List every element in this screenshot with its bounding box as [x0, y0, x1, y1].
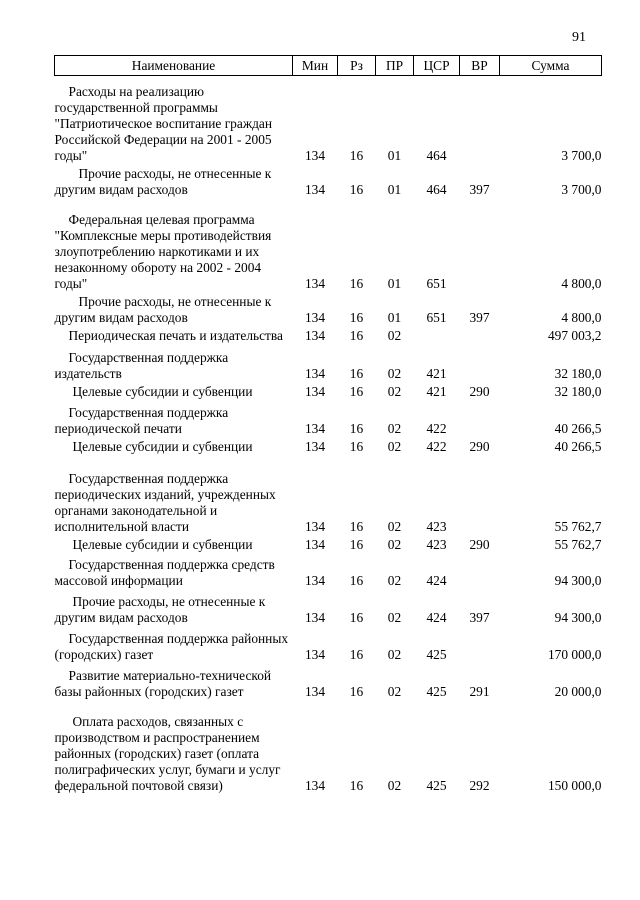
row-vr — [460, 400, 500, 437]
row-name-cell — [55, 76, 293, 165]
row-csr: 423 — [426, 519, 447, 534]
row-csr: 464 — [426, 148, 447, 163]
table-row — [55, 700, 602, 794]
row-pr: 02 — [387, 384, 402, 399]
row-csr: 425 — [426, 684, 447, 699]
header-pr: ПР — [376, 56, 414, 76]
row-vr: 292 — [469, 778, 490, 793]
row-rz: 16 — [349, 573, 364, 588]
row-name-cell — [55, 700, 293, 794]
row-rz: 16 — [349, 182, 364, 197]
row-min: 134 — [304, 182, 326, 197]
row-csr: 425 — [426, 647, 447, 662]
row-name: Федеральная целевая программа "Комплексные меры противодействия злоупотреблению наркотиками и их незаконному обороту на 2002 - 2004 годы" — [54, 212, 272, 291]
row-rz: 16 — [349, 778, 364, 793]
row-sum: 32 180,0 — [554, 384, 602, 399]
row-vr: 397 — [469, 310, 490, 325]
row-rz: 16 — [349, 148, 364, 163]
row-sum: 55 762,7 — [554, 537, 602, 552]
row-min: 134 — [304, 537, 326, 552]
row-name-cell — [55, 292, 293, 326]
row-name: Целевые субсидии и субвенции — [72, 439, 253, 454]
row-sum: 4 800,0 — [561, 276, 602, 291]
row-rz: 16 — [349, 421, 364, 436]
row-rz: 16 — [349, 537, 364, 552]
row-name-cell — [55, 326, 293, 344]
row-rz: 16 — [349, 439, 364, 454]
row-pr: 02 — [387, 778, 402, 793]
row-pr: 01 — [387, 182, 402, 197]
row-rz: 16 — [349, 276, 364, 291]
row-pr: 02 — [387, 573, 402, 588]
row-pr: 02 — [387, 610, 402, 625]
row-pr: 02 — [387, 684, 402, 699]
row-name: Оплата расходов, связанных с производством и распространением районных (городских) газет (оплата полиграфических услуг, бумаги и услуг федеральной почтовой связи) — [54, 714, 281, 793]
row-name: Прочие расходы, не отнесенные к другим видам расходов — [54, 166, 272, 197]
row-min: 134 — [304, 610, 326, 625]
table-row — [55, 76, 602, 165]
row-vr — [460, 326, 500, 344]
row-name-cell — [55, 164, 293, 198]
header-sum: Сумма — [500, 56, 602, 76]
header-name: Наименование — [55, 56, 293, 76]
row-vr: 290 — [469, 439, 490, 454]
row-vr — [460, 198, 500, 292]
row-vr: 397 — [469, 182, 490, 197]
row-rz: 16 — [349, 384, 364, 399]
table-header-row — [55, 56, 602, 76]
table-row — [55, 326, 602, 344]
row-vr — [460, 76, 500, 165]
row-sum: 55 762,7 — [554, 519, 602, 534]
row-name: Периодическая печать и издательства — [68, 328, 283, 343]
budget-table — [54, 55, 602, 794]
header-min: Мин — [293, 56, 338, 76]
table-row — [55, 455, 602, 535]
row-pr: 02 — [387, 519, 402, 534]
page-number: 91 — [572, 30, 586, 45]
row-name-cell — [55, 400, 293, 437]
row-sum: 170 000,0 — [547, 647, 602, 662]
row-name: Прочие расходы, не отнесенные к другим видам расходов — [54, 294, 272, 325]
row-name: Государственная поддержка издательств — [54, 350, 229, 381]
header-rz: Рз — [338, 56, 376, 76]
row-min: 134 — [304, 384, 326, 399]
row-rz: 16 — [349, 519, 364, 534]
row-rz: 16 — [349, 328, 364, 343]
row-name: Прочие расходы, не отнесенные к другим видам расходов — [54, 594, 266, 625]
row-name-cell — [55, 344, 293, 382]
row-vr: 290 — [469, 384, 490, 399]
row-pr: 01 — [387, 310, 402, 325]
row-vr — [460, 455, 500, 535]
row-csr — [414, 326, 460, 344]
row-name-cell — [55, 663, 293, 700]
row-sum: 94 300,0 — [554, 610, 602, 625]
row-name: Государственная поддержка средств массовой информации — [54, 557, 275, 588]
row-vr: 397 — [469, 610, 490, 625]
row-min: 134 — [304, 647, 326, 662]
row-min: 134 — [304, 421, 326, 436]
row-pr: 02 — [387, 366, 402, 381]
row-sum: 497 003,2 — [547, 328, 602, 343]
row-min: 134 — [304, 276, 326, 291]
row-name-cell — [55, 535, 293, 553]
row-csr: 464 — [426, 182, 447, 197]
row-sum: 40 266,5 — [554, 421, 602, 436]
row-name-cell — [55, 626, 293, 663]
row-csr: 421 — [426, 384, 447, 399]
row-csr: 651 — [426, 310, 447, 325]
row-name-cell — [55, 455, 293, 535]
row-name: Целевые субсидии и субвенции — [72, 384, 253, 399]
row-name: Государственная поддержка периодических изданий, учрежденных органами законодательной и исполнительной власти — [54, 471, 276, 534]
row-pr: 02 — [387, 537, 402, 552]
row-csr: 423 — [426, 537, 447, 552]
row-pr: 02 — [387, 328, 402, 343]
row-name-cell — [55, 589, 293, 626]
row-min: 134 — [304, 310, 326, 325]
row-name: Государственная поддержка районных (городских) газет — [54, 631, 289, 662]
table-row — [55, 589, 602, 626]
row-vr — [460, 553, 500, 589]
row-pr: 02 — [387, 647, 402, 662]
row-vr — [460, 626, 500, 663]
row-min: 134 — [304, 148, 326, 163]
row-vr — [460, 344, 500, 382]
row-sum: 20 000,0 — [554, 684, 602, 699]
row-min: 134 — [304, 328, 326, 343]
row-sum: 150 000,0 — [547, 778, 602, 793]
row-csr: 651 — [426, 276, 447, 291]
row-name: Развитие материально-технической базы районных (городских) газет — [54, 668, 272, 699]
table-row — [55, 344, 602, 382]
row-sum: 32 180,0 — [554, 366, 602, 381]
row-csr: 425 — [426, 778, 447, 793]
row-sum: 3 700,0 — [561, 148, 602, 163]
row-min: 134 — [304, 439, 326, 454]
row-pr: 01 — [387, 148, 402, 163]
row-pr: 02 — [387, 439, 402, 454]
row-pr: 01 — [387, 276, 402, 291]
row-rz: 16 — [349, 310, 364, 325]
row-min: 134 — [304, 778, 326, 793]
row-name: Целевые субсидии и субвенции — [72, 537, 253, 552]
table-row — [55, 400, 602, 437]
table-row — [55, 292, 602, 326]
row-csr: 422 — [426, 421, 447, 436]
row-csr: 421 — [426, 366, 447, 381]
table-row — [55, 382, 602, 400]
row-sum: 4 800,0 — [561, 310, 602, 325]
row-sum: 3 700,0 — [561, 182, 602, 197]
row-csr: 424 — [426, 610, 447, 625]
table-body — [55, 76, 602, 795]
row-csr: 422 — [426, 439, 447, 454]
table-row — [55, 198, 602, 292]
row-vr: 290 — [469, 537, 490, 552]
row-name: Государственная поддержка периодической печати — [54, 405, 229, 436]
row-rz: 16 — [349, 647, 364, 662]
table-row — [55, 626, 602, 663]
row-min: 134 — [304, 366, 326, 381]
row-sum: 94 300,0 — [554, 573, 602, 588]
table-row — [55, 164, 602, 198]
header-vr: ВР — [460, 56, 500, 76]
table-row — [55, 535, 602, 553]
row-name: Расходы на реализацию государственной программы "Патриотическое воспитание граждан Российской Федерации на 2001 - 2005 годы" — [54, 84, 272, 163]
row-pr: 02 — [387, 421, 402, 436]
row-rz: 16 — [349, 684, 364, 699]
row-name-cell — [55, 437, 293, 455]
row-min: 134 — [304, 519, 326, 534]
row-vr: 291 — [469, 684, 490, 699]
header-csr: ЦСР — [414, 56, 460, 76]
row-name-cell — [55, 198, 293, 292]
row-name-cell — [55, 382, 293, 400]
row-csr: 424 — [426, 573, 447, 588]
row-rz: 16 — [349, 366, 364, 381]
table-row — [55, 663, 602, 700]
row-rz: 16 — [349, 610, 364, 625]
row-min: 134 — [304, 573, 326, 588]
table-row — [55, 437, 602, 455]
row-name-cell — [55, 553, 293, 589]
row-min: 134 — [304, 684, 326, 699]
table-row — [55, 553, 602, 589]
row-sum: 40 266,5 — [554, 439, 602, 454]
